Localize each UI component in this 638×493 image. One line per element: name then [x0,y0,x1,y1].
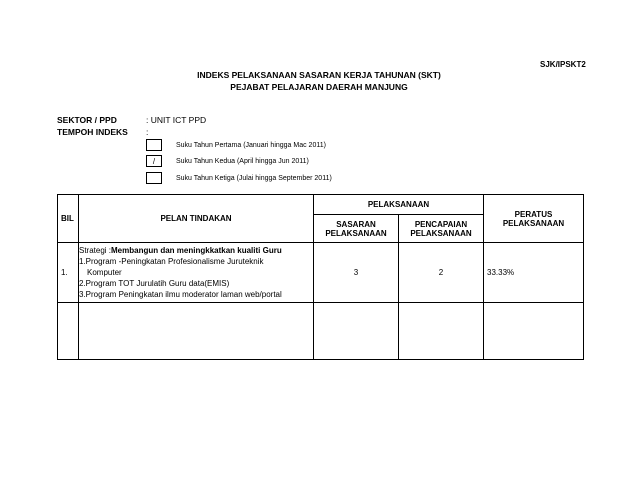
header-pelan: PELAN TINDAKAN [79,195,314,243]
period-label-q1: Suku Tahun Pertama (Januari hingga Mac 2011) [176,142,326,149]
plan-item-3: 3.Program Peningkatan ilmu moderator laman web/portal [79,290,282,299]
header-peratus-line2: PELAKSANAAN [502,218,565,228]
plan-item-1-cont: Komputer [87,268,122,277]
period-label-q3: Suku Tahun Ketiga (Julai hingga September 2011) [176,175,332,182]
header-sasaran [314,215,399,243]
sektor-label: SEKTOR / PPD [57,115,117,125]
empty-cell [399,303,484,360]
period-label-q2: Suku Tahun Kedua (April hingga Jun 2011) [176,158,309,165]
document-subtitle: PEJABAT PELAJARAN DAERAH MANJUNG [230,82,408,92]
sektor-value: : UNIT ICT PPD [146,115,207,125]
row-pencapaian: 2 [399,243,484,303]
document-title: INDEKS PELAKSANAAN SASARAN KERJA TAHUNAN (SKT) [197,70,441,80]
empty-cell [58,303,79,360]
empty-cell [314,303,399,360]
header-pencapaian [399,215,484,243]
period-checkbox-q2[interactable]: / [146,155,162,167]
plan-item-1: 1.Program -Peningkatan Profesionalisme Juruteknik [79,257,264,266]
header-peratus-line1: PERATUS [514,209,553,219]
header-pelaksanaan: PELAKSANAAN [314,195,484,215]
strategi-line: Strategi :Membangun dan meningkkatkan kualiti Guru [79,246,282,255]
document-code: SJK/IPSKT2 [540,60,586,69]
row-bil: 1. [58,243,79,303]
header-sasaran-line1: SASARAN [336,219,376,229]
period-checkbox-q3[interactable] [146,172,162,184]
tempoh-label: TEMPOH INDEKS [57,127,128,137]
empty-cell [484,303,584,360]
header-pencapaian-line2: PELAKSANAAN [410,228,472,238]
plan-table [57,194,584,360]
header-sasaran-line2: PELAKSANAAN [325,228,387,238]
table-row [58,243,584,303]
table-row [58,303,584,360]
period-checkbox-q1[interactable] [146,139,162,151]
tempoh-value: : [146,127,149,137]
plan-item-2: 2.Program TOT Jurulatih Guru data(EMIS) [79,279,230,288]
header-pencapaian-line1: PENCAPAIAN [414,219,468,229]
empty-cell [79,303,314,360]
row-pelan [79,243,314,303]
header-bil: BIL [58,195,79,243]
row-sasaran: 3 [314,243,399,303]
header-peratus [484,195,584,243]
row-peratus: 33.33% [484,243,584,303]
